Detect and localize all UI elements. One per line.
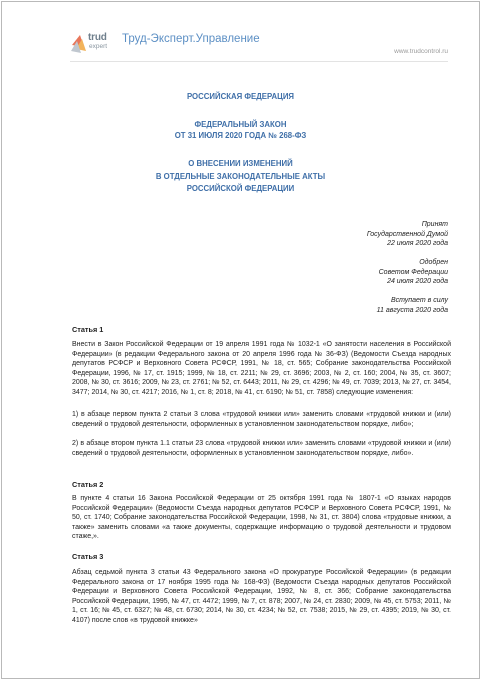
article-2-paragraph: В пункте 4 статьи 16 Закона Российской Федерации от 25 октября 1991 года № 1807-1 «О языках народов Российской Федерации» (Ведомости Съезда народных депутатов РСФСР и Верховного Совета РСФСР, 1991, № 50, ст. 1740; Собрание законодательства Российской Федерации, 1998, № 31, ст. 3804) слова «трудовые книжки, а также» заменить словами «а также документы, содержащие информацию о трудовой деятельности и трудовом стаже,». [72,495,451,541]
title-subject-line-3: РОССИЙСКОЙ ФЕДЕРАЦИИ [186,184,295,193]
article-3-heading: Статья 3 [72,552,104,561]
meta-effective [377,296,448,315]
article-1-paragraph: Внести в Закон Российской Федерации от 19 апреля 1991 года № 1032-1 «О занятости населения в Российской Федерации» (в редакции Федерального закона от 20 апреля 1996 года № 36-ФЗ) (Ведомости Съезда народных депутатов РСФСР и Верховного Совета РСФСР, 1991, № 18, ст. 565; Собрание законодательства Российской Федерации, 1996, № 17, ст. 1915; 1999, № 18, ст. 2211; № 29, ст. 3696; 2003, № 2, ст. 160; 2004, № 35, ст. 3607; 2008, № 30, ст. 3616; 2009, № 23, ст. 2761; № 52, ст. 6443; 2011, № 29, ст. 4296; № 49, ст. 7039; 2013, № 27, ст. 3454, 3477; 2014, № 30, ст. 4217; 2016, № 1, ст. 8; 2018, № 41, ст. 6190; № 51, ст. 7858) следующие изменения: [72,341,451,396]
logo-text-expert: expert [89,43,108,50]
title-date-number: ОТ 31 ИЮЛЯ 2020 ГОДА № 268-ФЗ [174,131,307,140]
article-1-paragraph: 1) в абзаце первом пункта 2 статьи 3 слова «трудовой книжки или» заменить словами «трудовой книжки и (или) сведений о трудовой деятельности, оформленных в установленном законодательством порядке, либо»; [72,411,451,428]
article-1-paragraph: 2) в абзаце втором пункта 1.1 статьи 23 слова «трудовой книжки или» заменить словами «трудовой книжки и (или) сведений о трудовой деятельности, оформленных в установленном законодательством порядке, либо». [72,440,451,457]
title-federation: РОССИЙСКАЯ ФЕДЕРАЦИЯ [186,92,295,101]
site-url[interactable]: www.trudcontrol.ru [394,48,448,55]
meta-approved-line: Одобрен [419,259,448,266]
logo-text-trud: trud [88,32,107,43]
meta-accepted-line: 22 июля 2020 года [387,240,448,247]
meta-effective-line: Вступает в силу [390,297,448,304]
document-page [1,1,480,679]
article-3-paragraph: Абзац седьмой пункта 3 статьи 43 Федерального закона «О прокуратуре Российской Федерации» (в редакции Федерального закона от 17 ноября 1995 года № 168-ФЗ) (Ведомости Съезда народных депутатов Российской Федерации и Верховного Совета Российской Федерации, 1992, № 8, ст. 366; Собрание законодательства Российской Федерации, 1995, № 47, ст. 4472; 1999, № 7, ст. 878; 2007, № 24, ст. 2830; 2009, № 45, ст. 5753; 2011, № 1, ст. 16; № 45, ст. 6327; № 48, ст. 6730; 2014, № 30, ст. 4234; № 52, ст. 7538; 2015, № 29, ст. 4395; 2019, № 30, ст. 4107) после слов «в трудовой книжке» [72,569,451,624]
meta-approved [379,258,448,287]
meta-effective-line: 11 августа 2020 года [376,306,448,314]
meta-accepted-line: Государственной Думой [366,230,448,238]
meta-approved-line: Советом Федерации [378,268,448,276]
title-subject-line-2: В ОТДЕЛЬНЫЕ ЗАКОНОДАТЕЛЬНЫЕ АКТЫ [155,172,326,181]
meta-accepted [367,220,448,249]
brand-name: Труд-Эксперт.Управление [122,33,260,45]
title-subject-line-1: О ВНЕСЕНИИ ИЗМЕНЕНИЙ [188,159,293,168]
title-law: ФЕДЕРАЛЬНЫЙ ЗАКОН [194,120,287,129]
meta-accepted-line: Принят [421,221,448,228]
header-divider [70,61,448,62]
article-2-heading: Статья 2 [72,480,104,489]
meta-approved-line: 24 июля 2020 года [387,278,448,285]
article-1-heading: Статья 1 [72,325,104,334]
page-header [2,2,479,62]
